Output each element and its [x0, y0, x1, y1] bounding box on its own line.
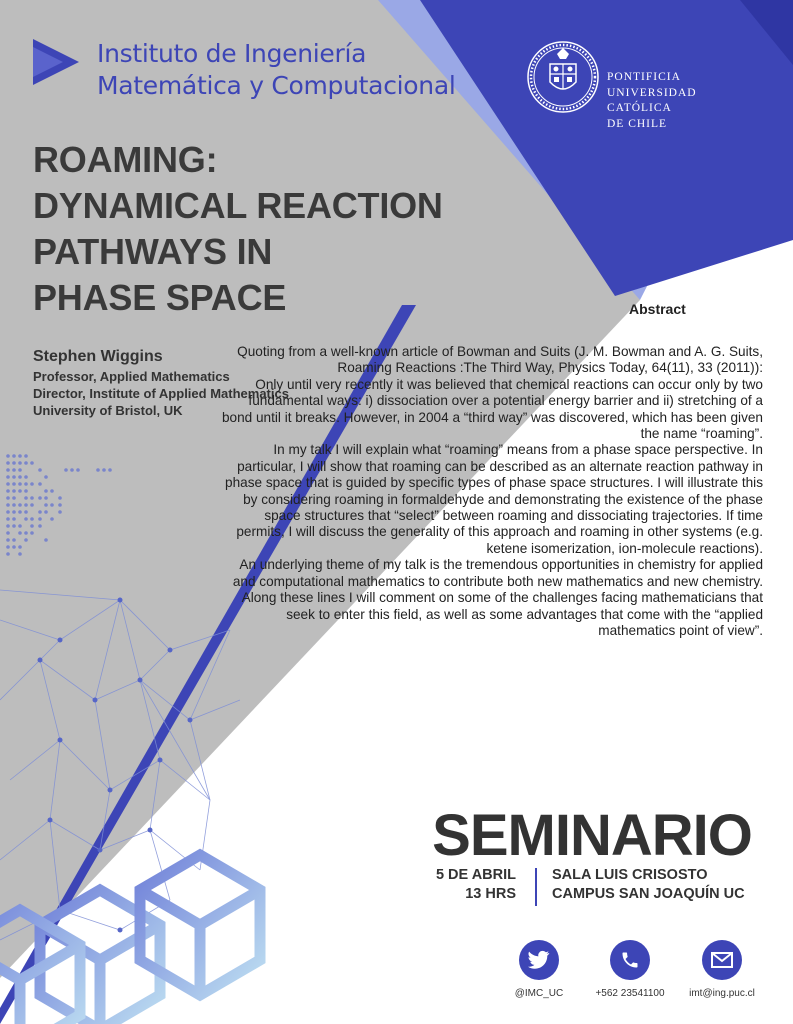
event-location: [552, 866, 782, 904]
institute-name-line1: Instituto de Ingeniería: [97, 39, 367, 68]
event-campus: CAMPUS SAN JOAQUÍN UC: [552, 886, 745, 902]
event-date: 5 DE ABRIL: [435, 867, 516, 883]
event-divider: [535, 868, 537, 906]
institute-name-line2: Matemática y Computacional: [97, 71, 456, 100]
event-type: SEMINARIO: [432, 803, 752, 868]
event-time: 13 HRS: [465, 886, 516, 902]
abstract-body: [215, 344, 763, 639]
speaker-affiliation-3: University of Bristol, UK: [33, 403, 183, 418]
talk-title-line4: PHASE SPACE: [33, 277, 287, 318]
talk-title-line3: PATHWAYS IN: [33, 231, 273, 272]
institute-arrow-icon: [33, 39, 79, 85]
talk-title: [33, 137, 473, 321]
abstract-heading: Abstract: [629, 301, 686, 317]
university-name: [607, 70, 697, 132]
twitter-icon: [519, 940, 559, 980]
contact-email[interactable]: [677, 940, 767, 999]
abstract-paragraph-2: Only until very recently it was believed that chemical reactions can occur only by two fundamental ways: i) dissociation over a potential energy barrier and ii) stretching of a bond until it breaks. However, in 2004 a “third way” was discovered, which has been given the name “roaming”.: [221, 376, 763, 442]
university-name-line2: UNIVERSIDAD: [607, 86, 697, 99]
speaker-affiliation-2: Director, Institute of Applied Mathematics: [33, 386, 289, 401]
speaker-affiliation-1: Professor, Applied Mathematics: [33, 369, 230, 384]
email-icon: [702, 940, 742, 980]
contact-twitter-label: @IMC_UC: [514, 988, 564, 999]
university-name-line4: DE CHILE: [607, 117, 668, 130]
abstract-paragraph-3: In my talk I will explain what “roaming” means from a phase space perspective. In particular, I will show that roaming can be described as an alternate reaction pathway in phase space that is guided by specific types of phase space structures. I will illustrate this by considering roaming in formaldehyde and demonstrating the existence of the phase space structures that “select” between roaming and dissociating trajectories. If time permits, I will discuss the generality of this approach and roaming in other systems (e.g. ketene isomerization, ion-molecule reactions).: [225, 442, 763, 556]
university-seal-icon: [526, 40, 600, 114]
abstract-paragraph-1: Quoting from a well-known article of Bowman and Suits (J. M. Bowman and A. G. Suits, Roaming Reactions :The Third Way, Physics Today, 64(11), 33 (2011)):: [237, 344, 763, 376]
talk-title-line2: DYNAMICAL REACTION: [33, 185, 443, 226]
event-room: SALA LUIS CRISOSTO: [552, 867, 708, 883]
abstract-paragraph-4: An underlying theme of my talk is the tremendous opportunities in chemistry for applied and computational mathematics to contribute both new mathematics and new chemistry. Along these lines I will comment on some of the challenges facing mathematicians that seek to enter this field, as well as some advantages that come with the “applied mathematics point of view”.: [232, 557, 763, 638]
phone-icon: [610, 940, 650, 980]
university-name-line3: CATÓLICA: [607, 102, 672, 114]
contact-phone[interactable]: [585, 940, 675, 999]
contact-phone-label: +562 23541100: [595, 988, 665, 999]
contact-email-label: imt@ing.puc.cl: [689, 988, 755, 999]
event-datetime: [396, 866, 516, 904]
university-name-line1: PONTIFICIA: [607, 71, 681, 83]
institute-name: [97, 38, 456, 102]
contact-twitter[interactable]: [494, 940, 584, 999]
speaker-name: Stephen Wiggins: [33, 348, 163, 365]
talk-title-line1: ROAMING:: [33, 139, 218, 180]
